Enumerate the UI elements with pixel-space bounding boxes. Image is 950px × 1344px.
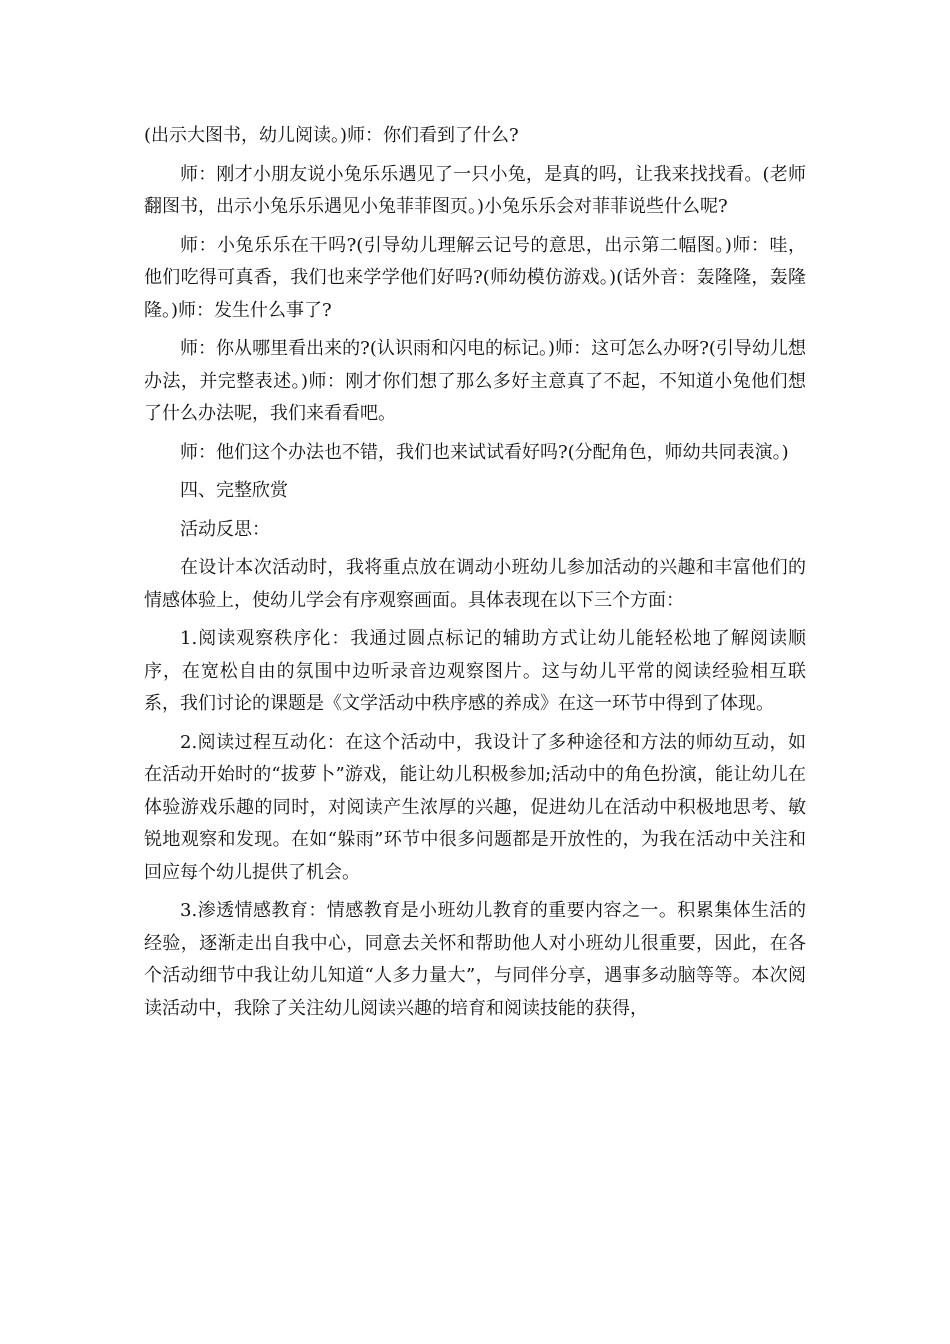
document-page [144,120,806,1025]
section-heading: 四、完整欣赏 [180,480,288,501]
paragraph-10: 2.阅读过程互动化：在这个活动中，我设计了多种途径和方法的师幼互动，如在活动开始时的“拔萝卜”游戏，能让幼儿积极参加;活动中的角色扮演，能让幼儿在体验游戏乐趣的同时，对阅读产生浓厚的兴趣，促进幼儿在活动中积极地思考、敏锐地观察和发现。在如“躲雨”环节中很多问题都是开放性的，为我在活动中关注和回应每个幼儿提供了机会。 [144,731,806,883]
paragraph-3: 师：小兔乐乐在干吗?(引导幼儿理解云记号的意思，出示第二幅图。)师：哇，他们吃得可真香，我们也来学学他们好吗?(师幼模仿游戏。)(话外音：轰隆隆，轰隆隆。)师：发生什么事了? [144,234,806,321]
paragraph-9: 1.阅读观察秩序化：我通过圆点标记的辅助方式让幼儿能轻松地了解阅读顺序，在宽松自由的氛围中边听录音边观察图片。这与幼儿平常的阅读经验相互联系，我们讨论的课题是《文学活动中秩序感的养成》在这一环节中得到了体现。 [144,628,806,714]
paragraph-8: 在设计本次活动时，我将重点放在调动小班幼儿参加活动的兴趣和丰富他们的情感体验上，使幼儿学会有序观察画面。具体表现在以下三个方面： [144,557,806,611]
paragraph-11: 3.渗透情感教育：情感教育是小班幼儿教育的重要内容之一。积累集体生活的经验，逐渐走出自我中心，同意去关怀和帮助他人对小班幼儿很重要，因此，在各个活动细节中我让幼儿知道“人多力量大”，与同伴分享，遇事多动脑等等。本次阅读活动中，我除了关注幼儿阅读兴趣的培育和阅读技能的获得， [144,900,806,1019]
paragraph-1: (出示大图书，幼儿阅读。)师：你们看到了什么? [144,125,519,146]
paragraph-4: 师：你从哪里看出来的?(认识雨和闪电的标记。)师：这可怎么办呀?(引导幼儿想办法，并完整表述。)师：刚才你们想了那么多好主意真了不起，不知道小兔他们想了什么办法呢，我们来看看吧。 [144,338,806,424]
paragraph-5: 师：他们这个办法也不错，我们也来试试看好吗?(分配角色，师幼共同表演。) [180,441,789,463]
paragraph-2: 师：刚才小朋友说小兔乐乐遇见了一只小兔，是真的吗，让我来找找看。(老师翻图书，出示小兔乐乐遇见小兔菲菲图页。)小兔乐乐会对菲菲说些什么呢? [144,163,806,217]
reflection-heading: 活动反思： [180,518,270,540]
